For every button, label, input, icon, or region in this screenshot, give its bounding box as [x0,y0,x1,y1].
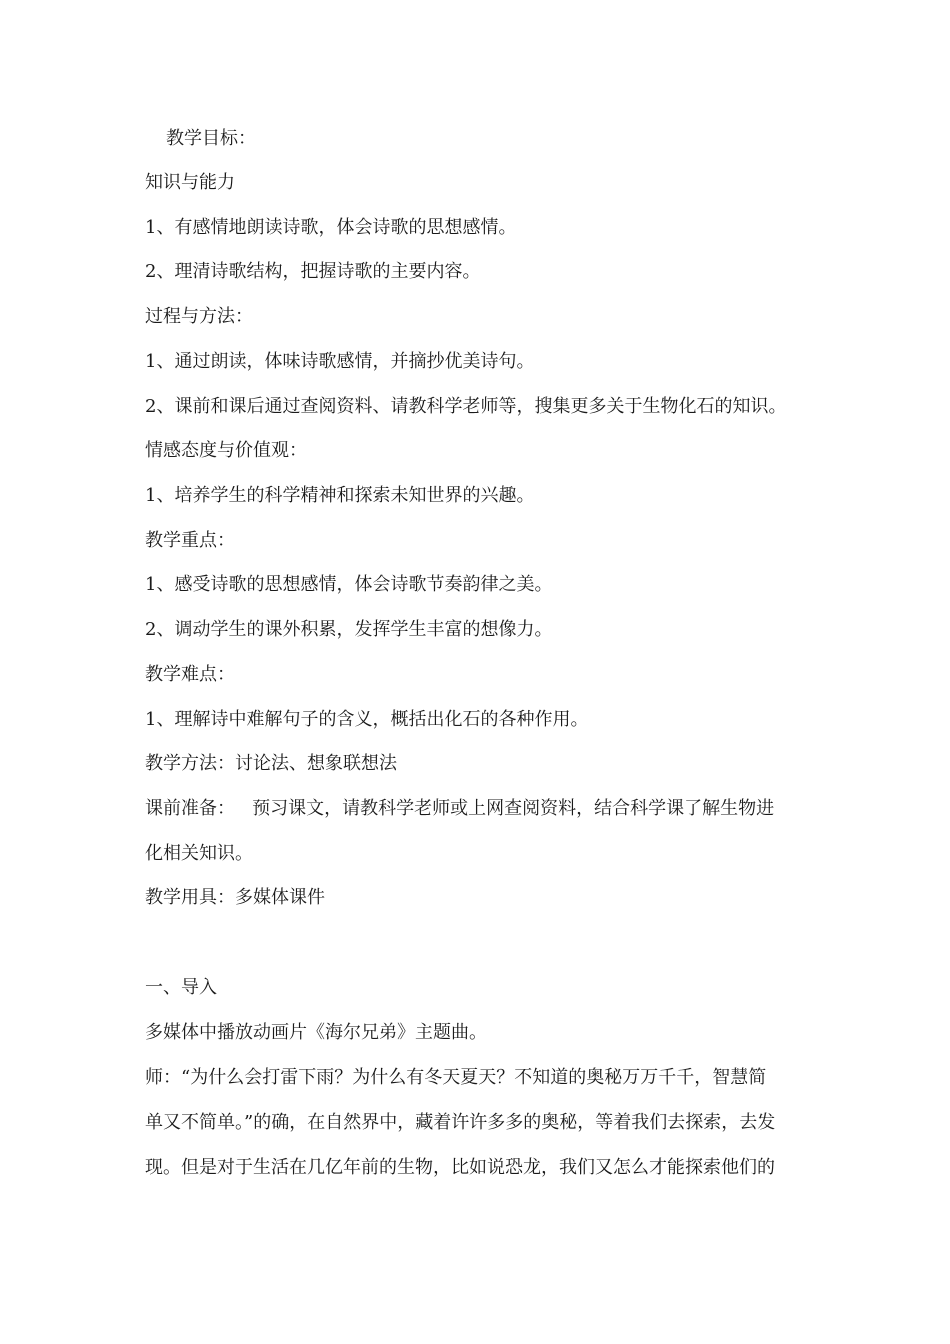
heading-difficulties: 教学难点： [145,664,235,685]
goal-item: 1、培养学生的科学精神和探索未知世界的兴趣。 [145,485,535,506]
subheading-process-method: 过程与方法： [145,306,253,327]
teaching-tools: 教学用具：多媒体课件 [145,887,325,908]
paragraph-line: 多媒体中播放动画片《海尔兄弟》主题曲。 [145,1022,487,1043]
paragraph-line: 单又不简单。”的确，在自然界中，藏着许许多多的奥秘，等着我们去探索，去发 [145,1112,776,1133]
paragraph-line: 现。但是对于生活在几亿年前的生物，比如说恐龙，我们又怎么才能探索他们的 [145,1157,775,1178]
teaching-methods: 教学方法：讨论法、想象联想法 [145,753,397,774]
paragraph-line: 师：“为什么会打雷下雨？为什么有冬天夏天？不知道的奥秘万万千千，智慧简 [145,1067,767,1088]
goal-item: 2、课前和课后通过查阅资料、请教科学老师等，搜集更多关于生物化石的知识。 [145,396,787,417]
section-introduction: 一、导入 [145,977,217,998]
difficulty-item: 1、理解诗中难解句子的含义，概括出化石的各种作用。 [145,709,589,730]
goal-item: 1、通过朗读，体味诗歌感情，并摘抄优美诗句。 [145,351,535,372]
preparation-line: 课前准备： 预习课文，请教科学老师或上网查阅资料，结合科学课了解生物进 [145,798,775,819]
heading-teaching-goals: 教学目标： [166,128,256,149]
heading-key-points: 教学重点： [145,530,235,551]
goal-item: 2、理清诗歌结构，把握诗歌的主要内容。 [145,261,481,282]
key-point-item: 2、调动学生的课外积累，发挥学生丰富的想像力。 [145,619,553,640]
key-point-item: 1、感受诗歌的思想感情，体会诗歌节奏韵律之美。 [145,574,553,595]
preparation-line-continued: 化相关知识。 [145,843,253,864]
subheading-emotion-values: 情感态度与价值观： [145,440,307,461]
subheading-knowledge-ability: 知识与能力 [145,172,235,193]
goal-item: 1、有感情地朗读诗歌，体会诗歌的思想感情。 [145,217,517,238]
